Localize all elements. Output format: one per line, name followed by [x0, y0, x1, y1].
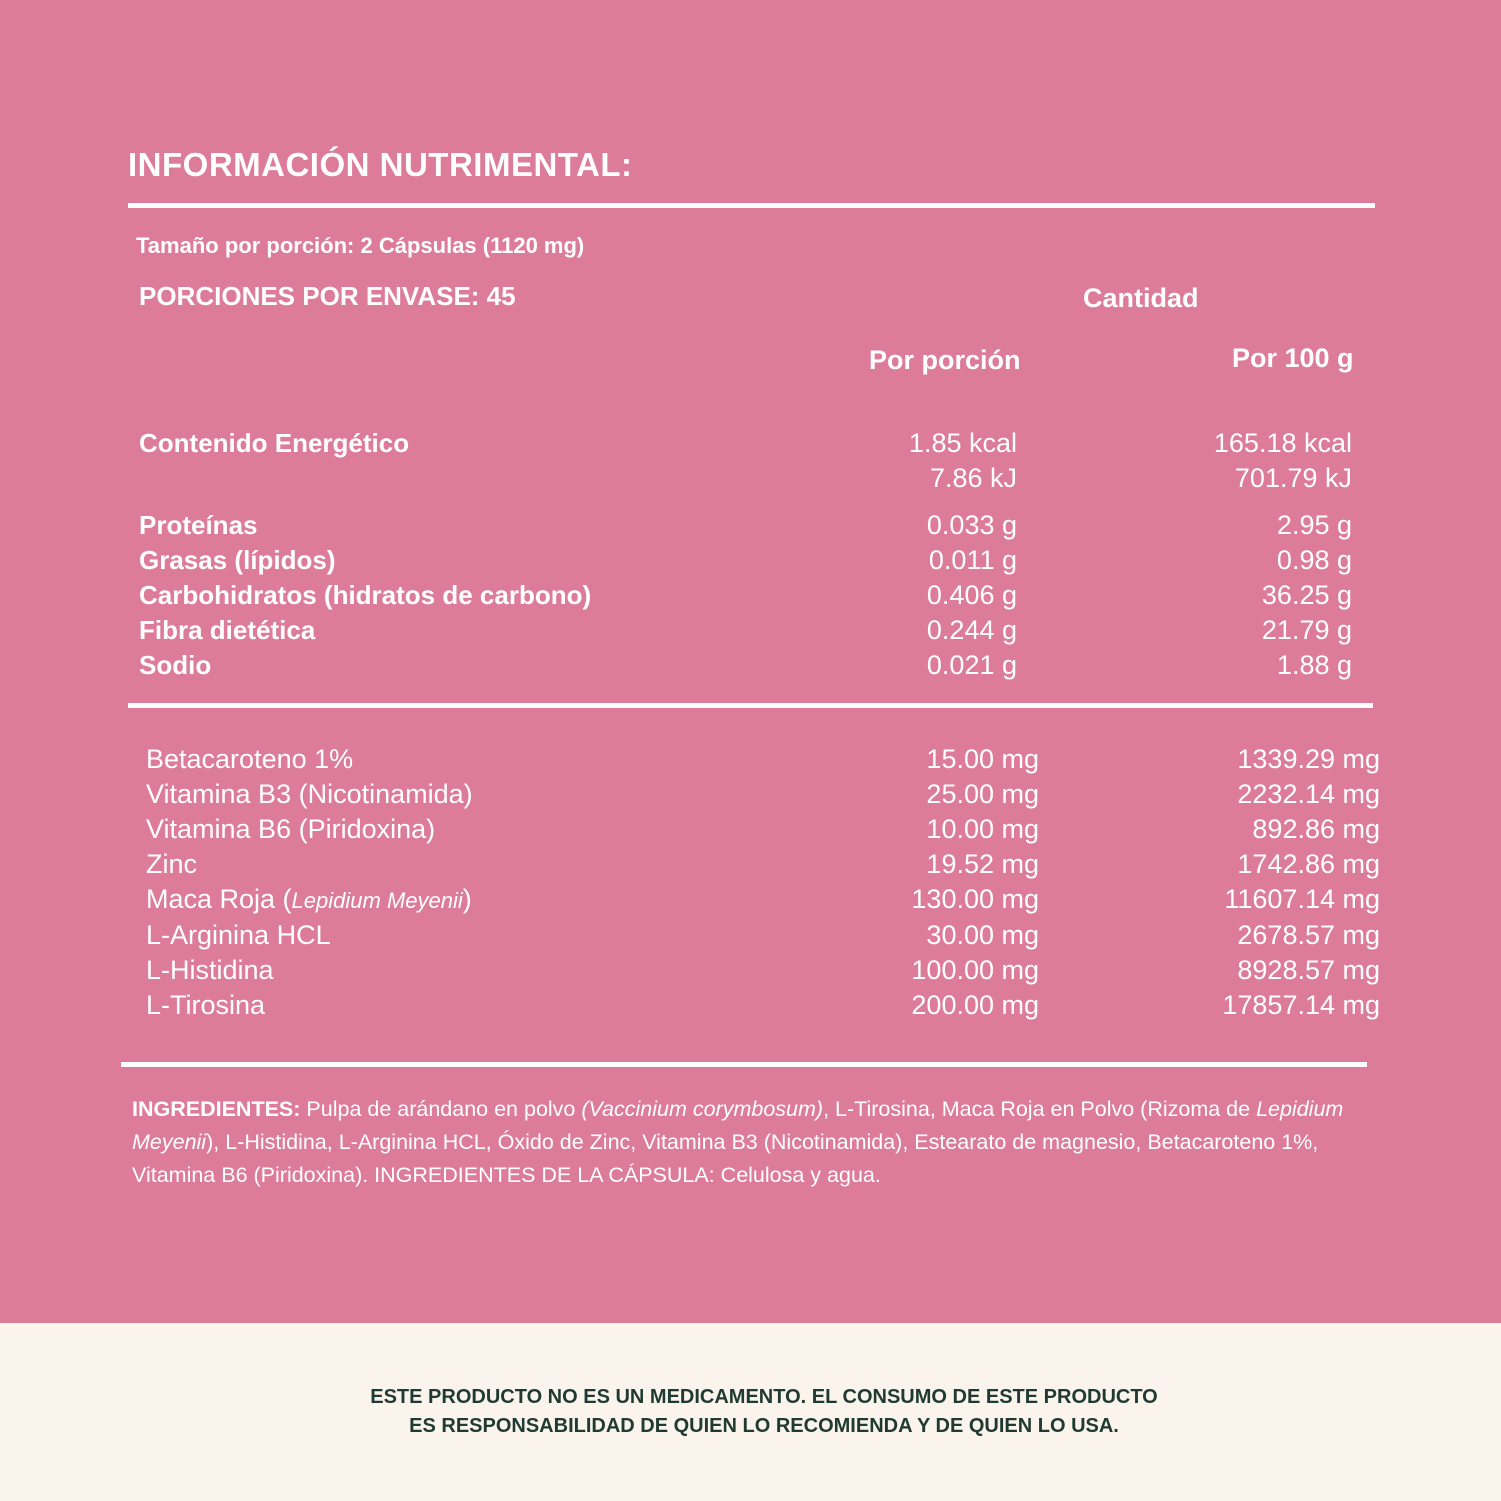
micronutrient-per-100g: 2232.14 mg [1237, 779, 1380, 809]
micronutrient-per-100g: 11607.14 mg [1224, 884, 1380, 914]
micronutrient-per-portion: 130.00 mg [911, 884, 1039, 914]
micronutrient-label: Zinc [146, 849, 198, 879]
disclaimer-text [0, 1383, 1501, 1441]
micronutrient-per-portion: 15.00 mg [926, 744, 1039, 774]
micronutrient-per-portion: 30.00 mg [926, 920, 1039, 950]
nutrient-per-100g: 1.88 g [1276, 650, 1352, 680]
nutrient-per-portion: 0.011 g [928, 545, 1017, 575]
disclaimer-line-2: ES RESPONSABILIDAD DE QUIEN LO RECOMIENDA Y DE QUIEN LO USA. [409, 1415, 1119, 1437]
middle-divider [128, 703, 1373, 708]
micronutrient-per-portion: 10.00 mg [926, 814, 1039, 844]
ingredients-text [132, 1093, 1382, 1192]
serving-size: Tamaño por porción: 2 Cápsulas (1120 mg) [136, 233, 585, 258]
portions-per-package: PORCIONES POR ENVASE: 45 [139, 281, 516, 311]
nutrient-label: Proteínas [139, 510, 258, 540]
maca-label-start: Maca Roja ( [146, 884, 292, 914]
nutrient-label: Grasas (lípidos) [139, 545, 336, 575]
energy-100g-kcal: 165.18 kcal [1213, 428, 1352, 458]
micronutrient-label: Betacaroteno 1% [146, 744, 354, 774]
per-100g-header: Por 100 g [1232, 343, 1354, 373]
nutrient-per-100g: 2.95 g [1276, 510, 1352, 540]
ingredients-part2: , L-Tirosina, Maca Roja en Polvo (Rizoma de [823, 1097, 1257, 1121]
maca-scientific-name: Lepidium Meyenii [291, 888, 463, 913]
micronutrient-per-100g: 1742.86 mg [1237, 849, 1380, 879]
energy-100g-kj: 701.79 kJ [1234, 463, 1352, 493]
ingredients-part3: ), L-Histidina, L-Arginina HCL, Óxido de Zinc, Vitamina B3 (Nicotinamida), Estearato de magnesio, Betacaroteno 1%, Vitamina B6 (Piridoxina). INGREDIENTES DE LA CÁPSULA: Celulosa y agua. [132, 1130, 1319, 1187]
micronutrient-per-100g: 8928.57 mg [1237, 955, 1380, 985]
energy-portion-kcal: 1.85 kcal [908, 428, 1017, 458]
micronutrient-label: L-Tirosina [146, 990, 266, 1020]
micronutrient-label: Vitamina B6 (Piridoxina) [146, 814, 436, 844]
micronutrient-per-100g: 1339.29 mg [1237, 744, 1380, 774]
micronutrient-per-100g: 892.86 mg [1252, 814, 1380, 844]
disclaimer-line-1: ESTE PRODUCTO NO ES UN MEDICAMENTO. EL CONSUMO DE ESTE PRODUCTO [370, 1386, 1158, 1408]
micronutrient-label: L-Arginina HCL [146, 920, 331, 950]
nutrient-per-100g: 36.25 g [1261, 580, 1352, 610]
nutrient-per-portion: 0.033 g [926, 510, 1017, 540]
maca-label-end: ) [462, 884, 472, 914]
ingredients-part1: Pulpa de arándano en polvo [300, 1097, 582, 1121]
micronutrient-per-portion: 25.00 mg [926, 779, 1039, 809]
ingredients-scientific-2: Lepidium Meyenii [132, 1097, 1344, 1154]
nutrient-label: Sodio [139, 650, 212, 680]
ingredients-heading: INGREDIENTES: [132, 1097, 301, 1121]
amount-header: Cantidad [1083, 283, 1199, 313]
micronutrient-per-portion: 100.00 mg [911, 955, 1039, 985]
energy-portion-kj: 7.86 kJ [929, 463, 1017, 493]
nutrient-per-100g: 0.98 g [1276, 545, 1352, 575]
energy-label: Contenido Energético [139, 428, 410, 458]
micronutrient-label: Vitamina B3 (Nicotinamida) [146, 779, 473, 809]
nutrient-per-portion: 0.021 g [926, 650, 1017, 680]
ingredients-scientific-1: (Vaccinium corymbosum) [581, 1097, 824, 1121]
nutrient-label: Carbohidratos (hidratos de carbono) [139, 580, 592, 610]
micronutrient-label: L-Histidina [146, 955, 274, 985]
nutrient-per-portion: 0.244 g [926, 615, 1017, 645]
micronutrient-per-portion: 200.00 mg [911, 990, 1039, 1020]
top-divider [128, 203, 1375, 208]
bottom-divider [121, 1062, 1367, 1067]
micronutrient-per-portion: 19.52 mg [926, 849, 1039, 879]
nutrient-label: Fibra dietética [139, 615, 316, 645]
micronutrient-per-100g: 2678.57 mg [1237, 920, 1380, 950]
per-portion-header: Por porción [869, 345, 1021, 375]
micronutrient-label-maca [146, 884, 472, 915]
page-title: INFORMACIÓN NUTRIMENTAL: [128, 146, 633, 183]
nutrient-per-portion: 0.406 g [926, 580, 1017, 610]
nutrient-per-100g: 21.79 g [1261, 615, 1352, 645]
micronutrient-per-100g: 17857.14 mg [1222, 990, 1380, 1020]
